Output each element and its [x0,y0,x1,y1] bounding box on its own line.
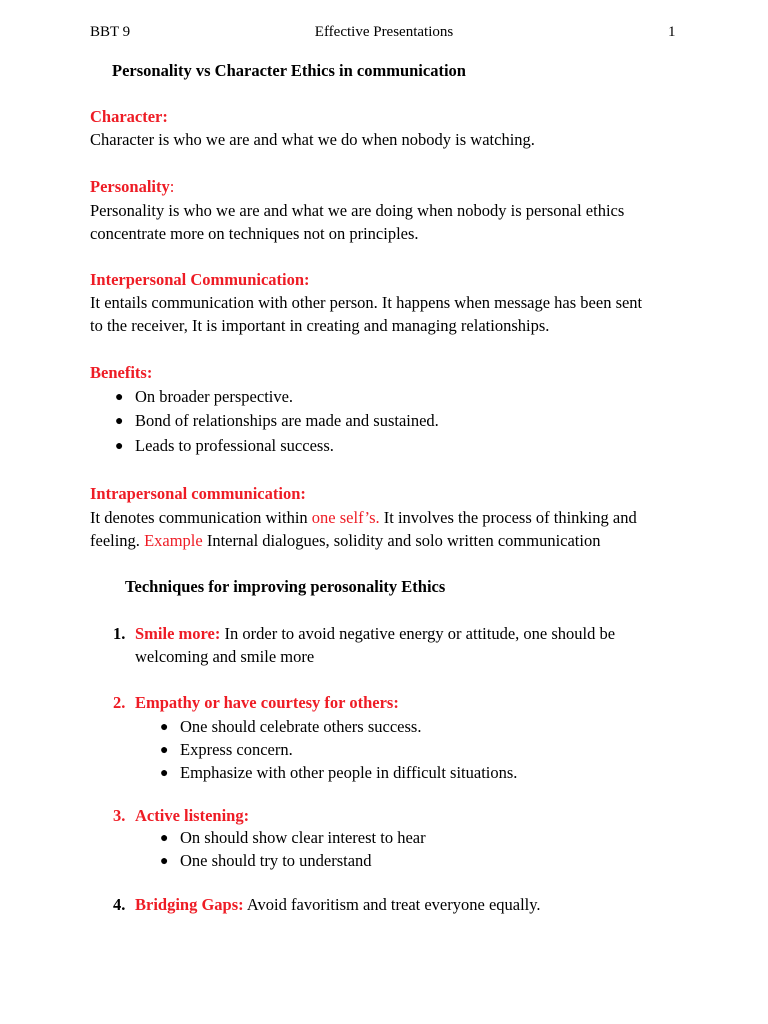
intrapersonal-line-2 [90,529,690,552]
technique-number: 1. [113,624,126,643]
bullet-icon: ● [160,743,169,758]
personality-line-1: Personality is who we are and what we are doing when nobody is personal ethics [90,201,625,220]
technique-3-bullet: On should show clear interest to hear [180,828,426,847]
bullet-icon: ● [160,766,169,781]
technique-2-bullet: Emphasize with other people in difficult situations. [180,763,518,782]
technique-2-label: Empathy or have courtesy for others: [135,693,399,712]
technique-2-bullet: Express concern. [180,740,293,759]
bullet-icon: ● [160,854,169,869]
bullet-icon: ● [160,831,169,846]
intrapersonal-text-a: It denotes communication within [90,508,312,527]
bullet-icon: ● [115,390,124,405]
header-left: BBT 9 [90,24,131,40]
technique-4-label: Bridging Gaps: [135,895,244,914]
bullet-icon: ● [115,414,124,429]
technique-1-line-1 [135,622,615,645]
technique-1-text: In order to avoid negative energy or attitude, one should be [220,624,616,643]
bullet-icon: ● [115,439,124,454]
intrapersonal-line-1 [90,506,690,529]
technique-2-bullet: One should celebrate others success. [180,717,422,736]
intrapersonal-text-d: Internal dialogues, solidity and solo written communication [202,531,601,550]
technique-3-label: Active listening: [135,806,250,825]
header-title: Effective Presentations [314,24,454,40]
technique-4-line [135,893,541,916]
interpersonal-heading: Interpersonal Communication: [90,270,310,289]
personality-line-2: concentrate more on techniques not on principles. [90,224,419,243]
intrapersonal-text-b: It involves the process of thinking and [379,508,637,527]
intrapersonal-heading: Intrapersonal communication: [90,484,306,503]
technique-number: 2. [113,693,126,712]
technique-1-label: Smile more: [135,624,221,643]
interpersonal-line-1: It entails communication with other person. It happens when message has been sent [90,293,643,312]
benefits-item: On broader perspective. [135,387,294,406]
character-text: Character is who we are and what we do when nobody is watching. [90,130,535,149]
intrapersonal-text-c: feeling. [90,531,145,550]
interpersonal-line-2: to the receiver, It is important in creating and managing relationships. [90,316,550,335]
techniques-heading: Techniques for improving perosonality Ethics [125,577,446,596]
technique-1-line-2: welcoming and smile more [135,647,315,666]
technique-number: 3. [113,806,126,825]
benefits-heading: Benefits: [90,363,153,382]
technique-number: 4. [113,895,126,914]
page-number: 1 [668,24,676,40]
technique-3-bullet: One should try to understand [180,851,372,870]
page-title: Personality vs Character Ethics in communication [112,61,466,80]
intrapersonal-example-label: Example [144,531,203,550]
character-heading: Character: [90,107,168,126]
benefits-item: Bond of relationships are made and sustained. [135,411,439,430]
personality-heading-colon: : [169,177,175,196]
technique-4-text: Avoid favoritism and treat everyone equally. [243,895,541,914]
benefits-item: Leads to professional success. [135,436,334,455]
intrapersonal-highlight: one self’s. [311,508,380,527]
personality-heading [90,175,174,198]
personality-heading-label: Personality [90,177,170,196]
bullet-icon: ● [160,720,169,735]
